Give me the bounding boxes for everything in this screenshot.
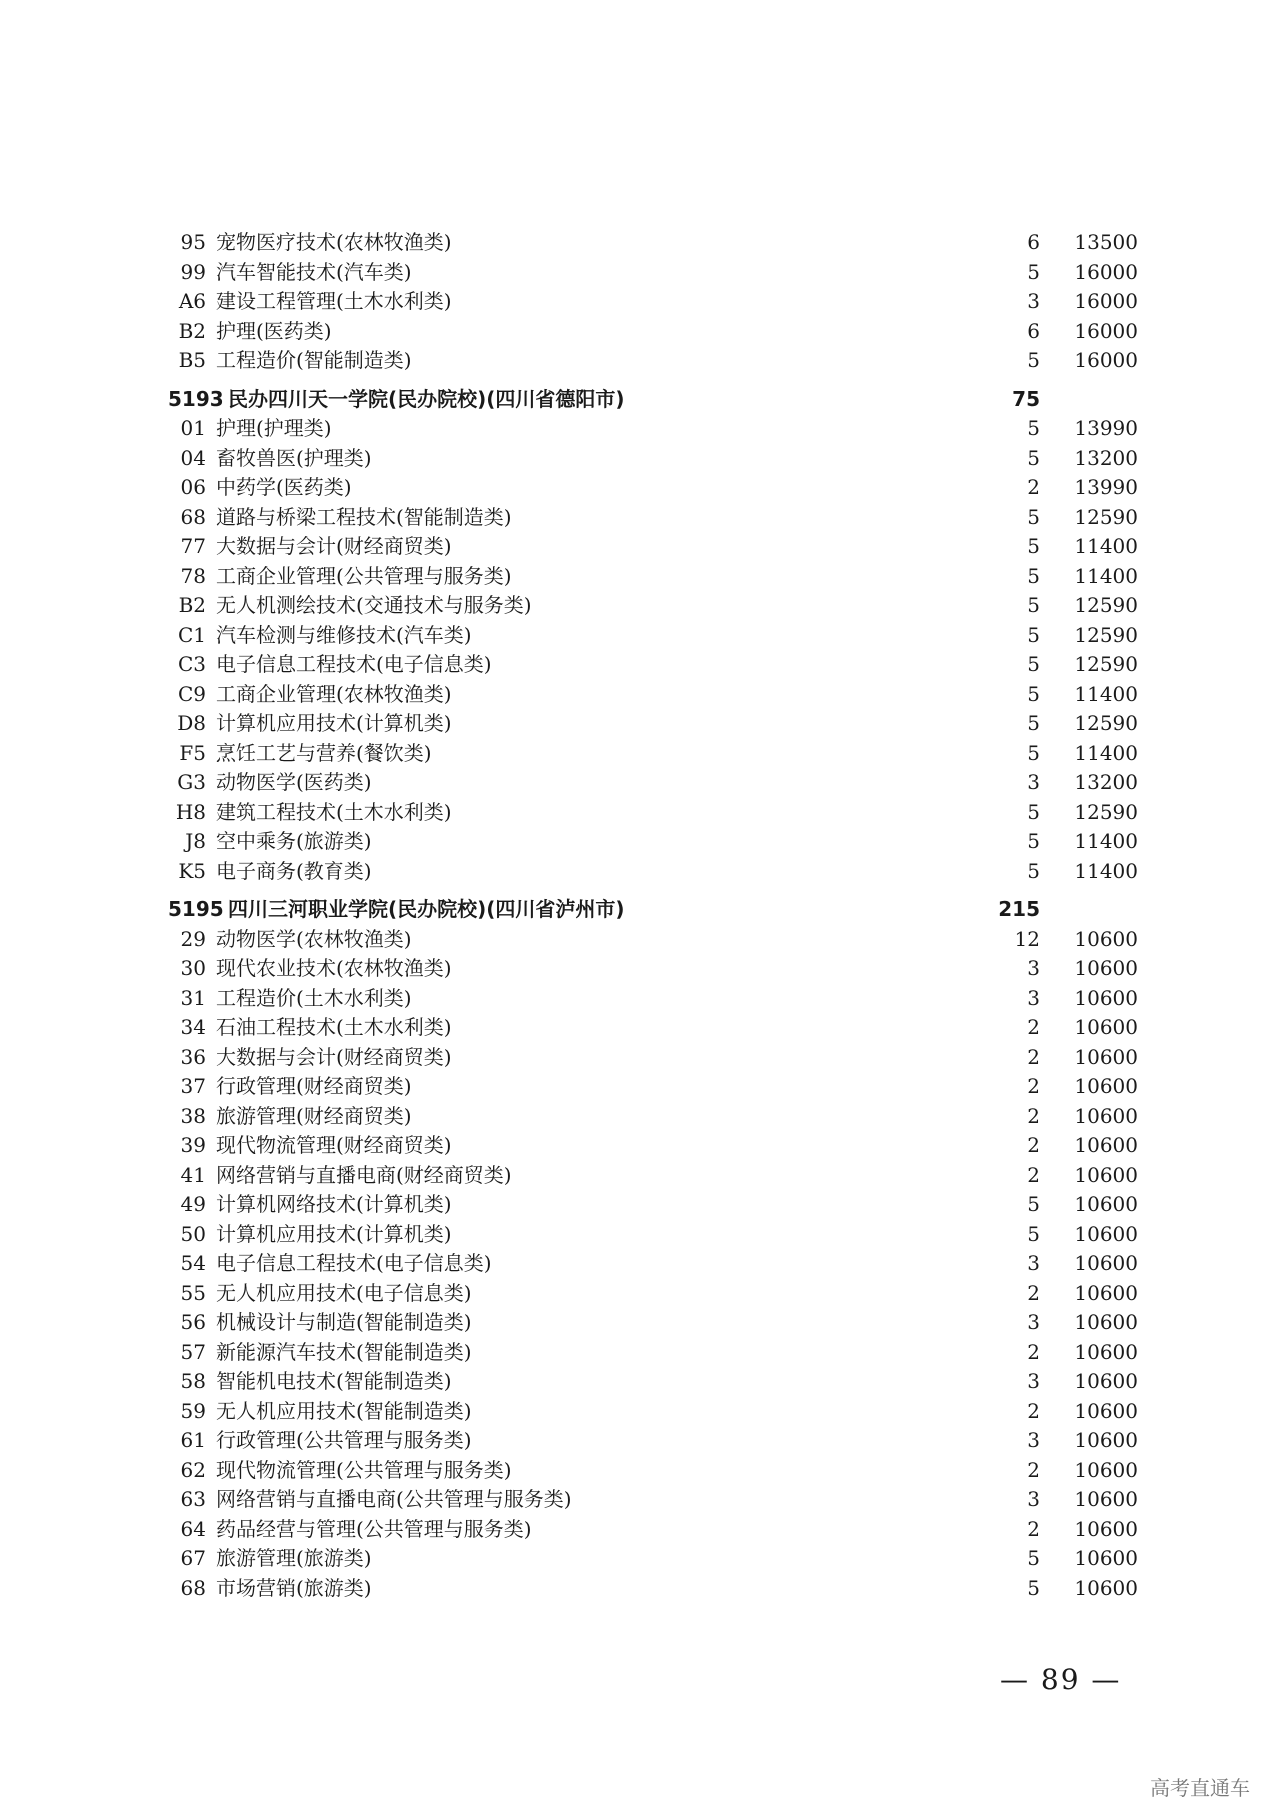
major-name: 汽车检测与维修技术(汽车类) bbox=[216, 622, 472, 647]
plan-count: 3 bbox=[1027, 289, 1040, 313]
major-code: 01 bbox=[180, 416, 206, 440]
major-code: K5 bbox=[178, 858, 206, 883]
major-code: 68 bbox=[180, 504, 206, 529]
plan-count: 5 bbox=[1027, 711, 1040, 735]
major-code: 77 bbox=[180, 534, 206, 558]
tuition-fee: 16000 bbox=[1074, 318, 1138, 343]
table-row bbox=[0, 954, 1280, 983]
tuition-fee: 16000 bbox=[1074, 348, 1138, 372]
major-code: C3 bbox=[177, 652, 206, 676]
school-code: 5195 bbox=[168, 897, 224, 921]
table-row bbox=[0, 346, 1280, 375]
major-name: 建设工程管理(土木水利类) bbox=[216, 289, 452, 313]
plan-count: 5 bbox=[1027, 563, 1040, 588]
plan-count: 6 bbox=[1027, 230, 1040, 254]
major-code: B5 bbox=[178, 348, 206, 372]
plan-count: 2 bbox=[1027, 1162, 1040, 1187]
major-code: 50 bbox=[180, 1221, 206, 1246]
table-row bbox=[0, 650, 1280, 679]
major-name: 宠物医疗技术(农林牧渔类) bbox=[216, 230, 452, 254]
school-row bbox=[0, 895, 1280, 924]
major-code: C9 bbox=[177, 681, 206, 706]
tuition-fee: 13990 bbox=[1074, 416, 1138, 440]
plan-count: 5 bbox=[1027, 348, 1040, 372]
major-name: 计算机网络技术(计算机类) bbox=[216, 1192, 452, 1216]
table-row bbox=[0, 562, 1280, 591]
major-name: 建筑工程技术(土木水利类) bbox=[216, 799, 452, 824]
major-name: 畜牧兽医(护理类) bbox=[216, 445, 372, 470]
plan-count: 2 bbox=[1027, 1103, 1040, 1128]
table-row bbox=[0, 925, 1280, 954]
major-code: 56 bbox=[180, 1310, 206, 1334]
tuition-fee: 12590 bbox=[1074, 711, 1138, 735]
major-code: 59 bbox=[180, 1398, 206, 1423]
major-code: A6 bbox=[178, 289, 206, 313]
major-name: 机械设计与制造(智能制造类) bbox=[216, 1310, 472, 1334]
tuition-fee: 11400 bbox=[1074, 534, 1138, 558]
table-row bbox=[0, 1574, 1280, 1603]
major-code: 95 bbox=[180, 230, 206, 254]
table-row bbox=[0, 591, 1280, 620]
tuition-fee: 10600 bbox=[1074, 926, 1138, 951]
table-row bbox=[0, 1102, 1280, 1131]
table-row bbox=[0, 768, 1280, 797]
tuition-fee: 13200 bbox=[1074, 770, 1138, 794]
major-name: 药品经营与管理(公共管理与服务类) bbox=[216, 1516, 532, 1541]
tuition-fee: 11400 bbox=[1074, 740, 1138, 765]
major-name: 电子信息工程技术(电子信息类) bbox=[216, 1251, 492, 1275]
major-code: 63 bbox=[180, 1487, 206, 1511]
major-code: 30 bbox=[180, 956, 206, 980]
tuition-fee: 12590 bbox=[1074, 652, 1138, 676]
major-name: 空中乘务(旅游类) bbox=[216, 829, 372, 853]
plan-count: 3 bbox=[1027, 1428, 1040, 1452]
plan-count: 5 bbox=[1027, 652, 1040, 676]
table-row bbox=[0, 1161, 1280, 1190]
major-code: J8 bbox=[185, 829, 206, 853]
tuition-fee: 11400 bbox=[1074, 563, 1138, 588]
tuition-fee: 10600 bbox=[1074, 1251, 1138, 1275]
tuition-fee: 10600 bbox=[1074, 1162, 1138, 1187]
major-code: 78 bbox=[180, 563, 206, 588]
major-name: 石油工程技术(土木水利类) bbox=[216, 1015, 452, 1039]
tuition-fee: 10600 bbox=[1074, 1103, 1138, 1128]
table-row bbox=[0, 287, 1280, 316]
table-row bbox=[0, 621, 1280, 650]
tuition-fee: 11400 bbox=[1074, 681, 1138, 706]
table-row bbox=[0, 1249, 1280, 1278]
tuition-fee: 10600 bbox=[1074, 1428, 1138, 1452]
major-name: 中药学(医药类) bbox=[216, 475, 352, 499]
major-code: 54 bbox=[180, 1251, 206, 1275]
major-code: D8 bbox=[177, 711, 206, 735]
tuition-fee: 10600 bbox=[1074, 985, 1138, 1010]
major-code: 62 bbox=[180, 1457, 206, 1482]
major-name: 旅游管理(财经商贸类) bbox=[216, 1103, 412, 1128]
major-code: 04 bbox=[180, 445, 206, 470]
plan-count: 5 bbox=[1027, 416, 1040, 440]
major-code: 61 bbox=[180, 1428, 206, 1452]
school-name: 民办四川天一学院(民办院校)(四川省德阳市) bbox=[228, 386, 625, 411]
table-row bbox=[0, 1544, 1280, 1573]
plan-count: 2 bbox=[1027, 1339, 1040, 1364]
school-total: 215 bbox=[998, 897, 1040, 921]
plan-count: 5 bbox=[1027, 681, 1040, 706]
table-row bbox=[0, 739, 1280, 768]
major-code: B2 bbox=[178, 593, 206, 617]
plan-count: 2 bbox=[1027, 1015, 1040, 1039]
plan-count: 2 bbox=[1027, 1457, 1040, 1482]
major-name: 大数据与会计(财经商贸类) bbox=[216, 534, 452, 558]
plan-count: 5 bbox=[1027, 1546, 1040, 1570]
plan-count: 3 bbox=[1027, 770, 1040, 794]
major-code: 99 bbox=[180, 259, 206, 284]
table-row bbox=[0, 1279, 1280, 1308]
major-code: 68 bbox=[180, 1575, 206, 1600]
tuition-fee: 10600 bbox=[1074, 1280, 1138, 1305]
table-row bbox=[0, 798, 1280, 827]
plan-count: 3 bbox=[1027, 956, 1040, 980]
major-name: 电子商务(教育类) bbox=[216, 858, 372, 883]
plan-count: 5 bbox=[1027, 504, 1040, 529]
plan-count: 5 bbox=[1027, 799, 1040, 824]
tuition-fee: 13200 bbox=[1074, 445, 1138, 470]
major-name: 工程造价(智能制造类) bbox=[216, 348, 412, 372]
tuition-fee: 10600 bbox=[1074, 1546, 1138, 1570]
major-name: 烹饪工艺与营养(餐饮类) bbox=[216, 740, 432, 765]
table-row bbox=[0, 228, 1280, 257]
tuition-fee: 10600 bbox=[1074, 1133, 1138, 1157]
major-name: 无人机测绘技术(交通技术与服务类) bbox=[216, 593, 532, 617]
plan-count: 3 bbox=[1027, 1251, 1040, 1275]
table-row bbox=[0, 414, 1280, 443]
plan-count: 2 bbox=[1027, 1398, 1040, 1423]
major-code: 34 bbox=[180, 1015, 206, 1039]
plan-count: 5 bbox=[1027, 1192, 1040, 1216]
plan-count: 2 bbox=[1027, 1133, 1040, 1157]
tuition-fee: 10600 bbox=[1074, 1487, 1138, 1511]
plan-count: 2 bbox=[1027, 475, 1040, 499]
tuition-fee: 10600 bbox=[1074, 1044, 1138, 1069]
school-name: 四川三河职业学院(民办院校)(四川省泸州市) bbox=[228, 897, 625, 921]
tuition-fee: 12590 bbox=[1074, 593, 1138, 617]
major-code: 49 bbox=[180, 1192, 206, 1216]
major-code: B2 bbox=[178, 318, 206, 343]
major-code: 38 bbox=[180, 1103, 206, 1128]
major-code: 31 bbox=[180, 985, 206, 1010]
plan-count: 5 bbox=[1027, 1575, 1040, 1600]
major-name: 无人机应用技术(电子信息类) bbox=[216, 1280, 472, 1305]
plan-count: 3 bbox=[1027, 1369, 1040, 1393]
major-code: H8 bbox=[175, 799, 206, 824]
table-row bbox=[0, 317, 1280, 346]
plan-count: 5 bbox=[1027, 445, 1040, 470]
major-name: 行政管理(公共管理与服务类) bbox=[216, 1428, 472, 1452]
major-name: 汽车智能技术(汽车类) bbox=[216, 259, 412, 284]
major-name: 工商企业管理(农林牧渔类) bbox=[216, 681, 452, 706]
table-row bbox=[0, 1338, 1280, 1367]
tuition-fee: 10600 bbox=[1074, 1221, 1138, 1246]
table-row bbox=[0, 1515, 1280, 1544]
tuition-fee: 10600 bbox=[1074, 1457, 1138, 1482]
major-code: 29 bbox=[180, 926, 206, 951]
table-row bbox=[0, 827, 1280, 856]
major-code: 58 bbox=[180, 1369, 206, 1393]
tuition-fee: 10600 bbox=[1074, 1398, 1138, 1423]
major-name: 市场营销(旅游类) bbox=[216, 1575, 372, 1600]
major-name: 护理(医药类) bbox=[216, 318, 332, 343]
major-name: 动物医学(农林牧渔类) bbox=[216, 926, 412, 951]
major-code: C1 bbox=[177, 622, 206, 647]
table-row bbox=[0, 1308, 1280, 1337]
table-row bbox=[0, 444, 1280, 473]
table-row bbox=[0, 1426, 1280, 1455]
major-name: 动物医学(医药类) bbox=[216, 770, 372, 794]
table-row bbox=[0, 532, 1280, 561]
tuition-fee: 13500 bbox=[1074, 230, 1138, 254]
major-code: 39 bbox=[180, 1133, 206, 1157]
table-row bbox=[0, 1072, 1280, 1101]
tuition-fee: 10600 bbox=[1074, 1516, 1138, 1541]
major-code: 06 bbox=[180, 475, 206, 499]
major-code: 64 bbox=[180, 1516, 206, 1541]
major-name: 网络营销与直播电商(财经商贸类) bbox=[216, 1162, 512, 1187]
major-name: 计算机应用技术(计算机类) bbox=[216, 711, 452, 735]
major-name: 工程造价(土木水利类) bbox=[216, 985, 412, 1010]
page-number: — 89 — bbox=[1000, 1663, 1122, 1696]
tuition-fee: 13990 bbox=[1074, 475, 1138, 499]
major-name: 现代物流管理(公共管理与服务类) bbox=[216, 1457, 512, 1482]
table-row bbox=[0, 258, 1280, 287]
major-code: 41 bbox=[180, 1162, 206, 1187]
plan-count: 5 bbox=[1027, 622, 1040, 647]
major-code: 57 bbox=[180, 1339, 206, 1364]
tuition-fee: 10600 bbox=[1074, 1074, 1138, 1098]
tuition-fee: 10600 bbox=[1074, 1310, 1138, 1334]
table-row bbox=[0, 1190, 1280, 1219]
major-name: 工商企业管理(公共管理与服务类) bbox=[216, 563, 512, 588]
major-code: 55 bbox=[180, 1280, 206, 1305]
table-row bbox=[0, 473, 1280, 502]
major-code: 67 bbox=[180, 1546, 206, 1570]
table-row bbox=[0, 1485, 1280, 1514]
tuition-fee: 12590 bbox=[1074, 799, 1138, 824]
table-row bbox=[0, 1043, 1280, 1072]
table-row bbox=[0, 1456, 1280, 1485]
table-row bbox=[0, 1397, 1280, 1426]
tuition-fee: 16000 bbox=[1074, 289, 1138, 313]
tuition-fee: 16000 bbox=[1074, 259, 1138, 284]
table-row bbox=[0, 984, 1280, 1013]
table-row bbox=[0, 1220, 1280, 1249]
watermark: 高考直通车 bbox=[1150, 1776, 1250, 1800]
tuition-fee: 11400 bbox=[1074, 858, 1138, 883]
tuition-fee: 10600 bbox=[1074, 1369, 1138, 1393]
plan-count: 6 bbox=[1027, 318, 1040, 343]
major-name: 网络营销与直播电商(公共管理与服务类) bbox=[216, 1487, 572, 1511]
major-code: 37 bbox=[180, 1074, 206, 1098]
table-row bbox=[0, 1013, 1280, 1042]
tuition-fee: 10600 bbox=[1074, 1192, 1138, 1216]
major-code: F5 bbox=[179, 740, 206, 765]
major-name: 智能机电技术(智能制造类) bbox=[216, 1369, 452, 1393]
school-code: 5193 bbox=[168, 386, 224, 411]
plan-count: 5 bbox=[1027, 740, 1040, 765]
plan-count: 3 bbox=[1027, 985, 1040, 1010]
table-row bbox=[0, 1367, 1280, 1396]
plan-count: 2 bbox=[1027, 1516, 1040, 1541]
major-code: G3 bbox=[177, 770, 206, 794]
major-name: 电子信息工程技术(电子信息类) bbox=[216, 652, 492, 676]
major-name: 现代物流管理(财经商贸类) bbox=[216, 1133, 452, 1157]
plan-count: 5 bbox=[1027, 259, 1040, 284]
tuition-fee: 10600 bbox=[1074, 1575, 1138, 1600]
major-name: 计算机应用技术(计算机类) bbox=[216, 1221, 452, 1246]
plan-count: 5 bbox=[1027, 534, 1040, 558]
plan-count: 2 bbox=[1027, 1044, 1040, 1069]
plan-count: 2 bbox=[1027, 1074, 1040, 1098]
plan-count: 5 bbox=[1027, 593, 1040, 617]
plan-count: 5 bbox=[1027, 858, 1040, 883]
major-name: 道路与桥梁工程技术(智能制造类) bbox=[216, 504, 512, 529]
major-name: 行政管理(财经商贸类) bbox=[216, 1074, 412, 1098]
major-name: 无人机应用技术(智能制造类) bbox=[216, 1398, 472, 1423]
tuition-fee: 10600 bbox=[1074, 1339, 1138, 1364]
school-row bbox=[0, 385, 1280, 414]
tuition-fee: 10600 bbox=[1074, 1015, 1138, 1039]
major-name: 现代农业技术(农林牧渔类) bbox=[216, 956, 452, 980]
plan-count: 5 bbox=[1027, 829, 1040, 853]
table-row bbox=[0, 709, 1280, 738]
tuition-fee: 12590 bbox=[1074, 504, 1138, 529]
plan-count: 5 bbox=[1027, 1221, 1040, 1246]
table-row bbox=[0, 680, 1280, 709]
tuition-fee: 11400 bbox=[1074, 829, 1138, 853]
plan-count: 3 bbox=[1027, 1487, 1040, 1511]
plan-count: 3 bbox=[1027, 1310, 1040, 1334]
table-row bbox=[0, 857, 1280, 886]
major-name: 旅游管理(旅游类) bbox=[216, 1546, 372, 1570]
school-total: 75 bbox=[1012, 386, 1040, 411]
plan-count: 2 bbox=[1027, 1280, 1040, 1305]
major-name: 护理(护理类) bbox=[216, 416, 332, 440]
tuition-fee: 10600 bbox=[1074, 956, 1138, 980]
major-name: 新能源汽车技术(智能制造类) bbox=[216, 1339, 472, 1364]
major-name: 大数据与会计(财经商贸类) bbox=[216, 1044, 452, 1069]
table-row bbox=[0, 503, 1280, 532]
tuition-fee: 12590 bbox=[1074, 622, 1138, 647]
plan-count: 12 bbox=[1014, 926, 1040, 951]
table-row bbox=[0, 1131, 1280, 1160]
major-code: 36 bbox=[180, 1044, 206, 1069]
